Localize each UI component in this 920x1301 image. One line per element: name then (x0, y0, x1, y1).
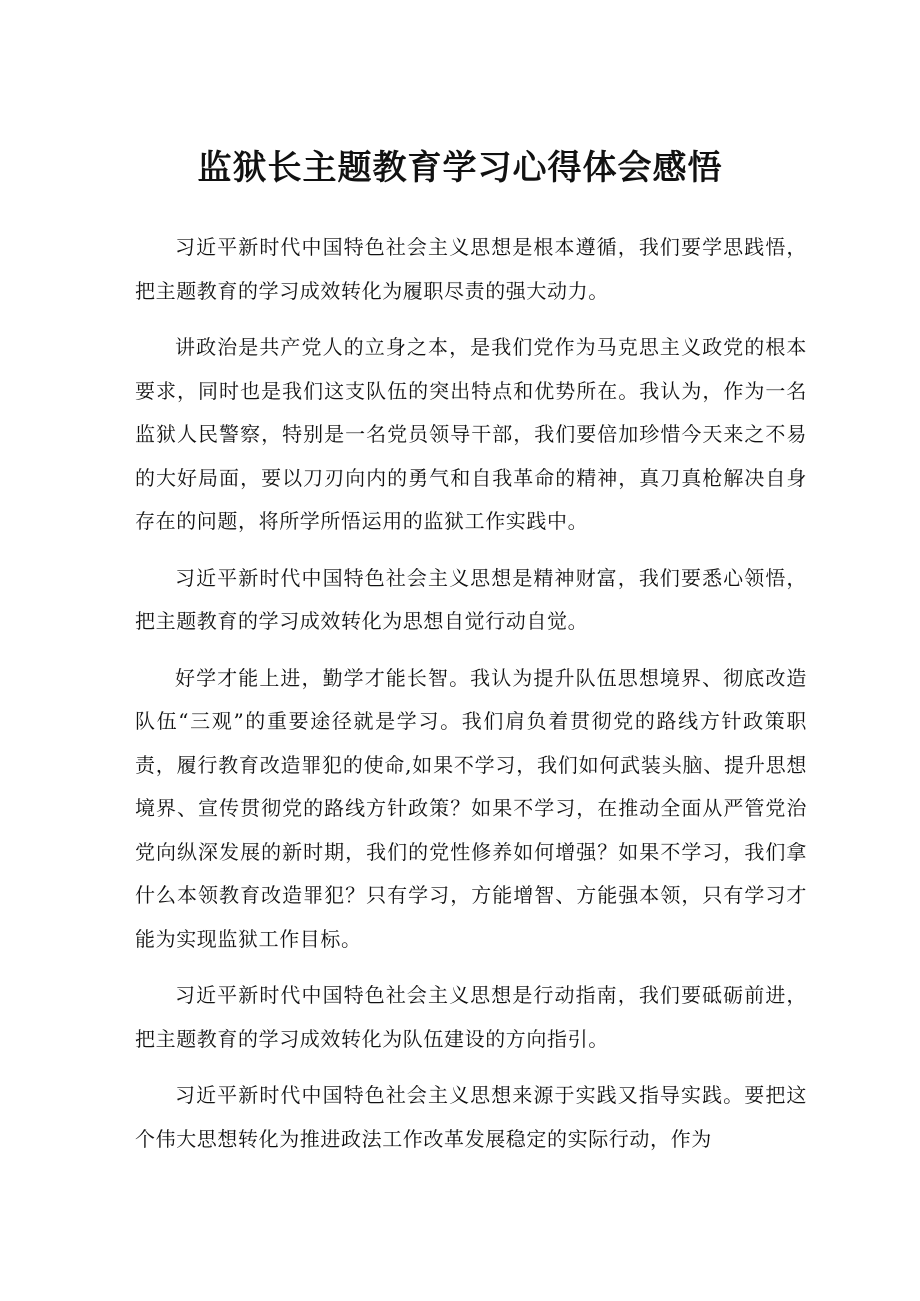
document-body (135, 226, 807, 1174)
paragraph-3: 习近平新时代中国特色社会主义思想是精神财富，我们要悉心领悟，把主题教育的学习成效转化为思想自觉行动自觉。 (135, 565, 807, 633)
document-title: 监狱长主题教育学习心得体会感悟 (197, 148, 723, 188)
paragraph-6: 习近平新时代中国特色社会主义思想来源于实践又指导实践。要把这个伟大思想转化为推进政法工作改革发展稳定的实际行动，作为 (135, 1083, 807, 1151)
paragraph-1: 习近平新时代中国特色社会主义思想是根本遵循，我们要学思践悟，把主题教育的学习成效转化为履职尽责的强大动力。 (135, 235, 807, 303)
paragraph-2: 讲政治是共产党人的立身之本，是我们党作为马克思主义政党的根本要求，同时也是我们这支队伍的突出特点和优势所在。我认为，作为一名监狱人民警察，特别是一名党员领导干部，我们要倍加珍惜今天来之不易的大好局面，要以刀刃向内的勇气和自我革命的精神，真刀真枪解决自身存在的问题，将所学所悟运用的监狱工作实践中。 (135, 335, 807, 533)
paragraph-5: 习近平新时代中国特色社会主义思想是行动指南，我们要砥砺前进，把主题教育的学习成效转化为队伍建设的方向指引。 (135, 983, 807, 1051)
paragraph-4: 好学才能上进，勤学才能长智。我认为提升队伍思想境界、彻底改造队伍“三观”的重要途径就是学习。我们肩负着贯彻党的路线方针政策职责，履行教育改造罪犯的使命,如果不学习，我们如何武装头脑、提升思想境界、宣传贯彻党的路线方针政策？如果不学习，在推动全面从严管党治党向纵深发展的新时期，我们的党性修养如何增强？如果不学习，我们拿什么本领教育改造罪犯？只有学习，方能增智、方能强本领，只有学习才能为实现监狱工作目标。 (135, 665, 807, 951)
